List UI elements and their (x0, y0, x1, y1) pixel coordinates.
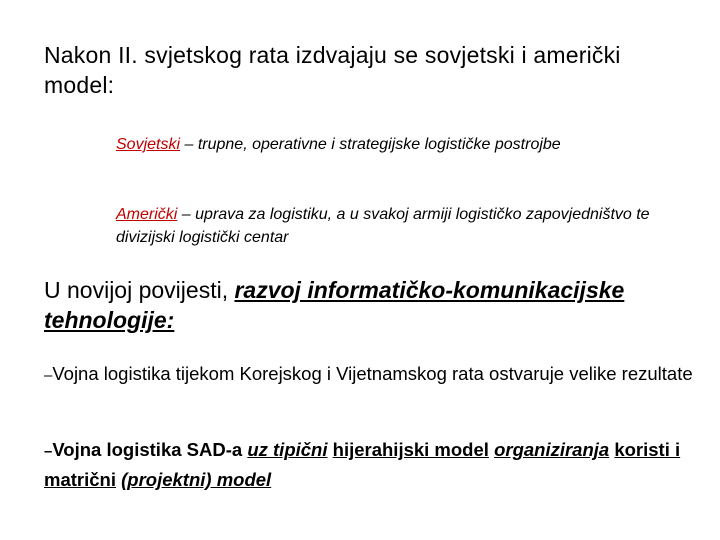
recent-heading: razvoj informatičko-komunikacijske tehnologije: (44, 277, 625, 333)
soviet-term: Sovjetski (116, 136, 181, 153)
intro-paragraph: Nakon II. svjetskog rata izdvajaju se sovjetski i američki model: (44, 42, 621, 98)
american-model-item (116, 203, 676, 249)
usa-dash: – (44, 443, 53, 460)
korea-dash: – (44, 367, 53, 384)
american-term: Američki (116, 206, 178, 223)
soviet-description: trupne, operativne i strategijske logističke postrojbe (197, 136, 561, 153)
usa-part-9: (projektni) model (121, 469, 272, 490)
korea-text: Vojna logistika tijekom Korejskog i Vijetnamskog rata ostvaruje velike rezultate (52, 363, 693, 384)
soviet-model-item (116, 133, 676, 156)
american-separator: – (177, 206, 196, 223)
korea-vietnam-paragraph (44, 360, 694, 390)
soviet-separator: – (180, 136, 198, 153)
usa-lead: Vojna logistika SAD-a (52, 439, 248, 460)
usa-part-5: organiziranja (494, 439, 610, 460)
usa-part-1: uz tipični (247, 439, 328, 460)
usa-part-3: hijerahijski model (332, 439, 489, 460)
recent-lead: U novijoj povijesti, (44, 277, 235, 303)
usa-paragraph (44, 436, 694, 494)
recent-history-paragraph (44, 275, 694, 335)
usa-part-7: koristi i matrični (44, 439, 681, 490)
american-description: uprava za logistiku, a u svakoj armiji logističko zapovjedništvo te divizijski logistički centar (116, 206, 650, 246)
